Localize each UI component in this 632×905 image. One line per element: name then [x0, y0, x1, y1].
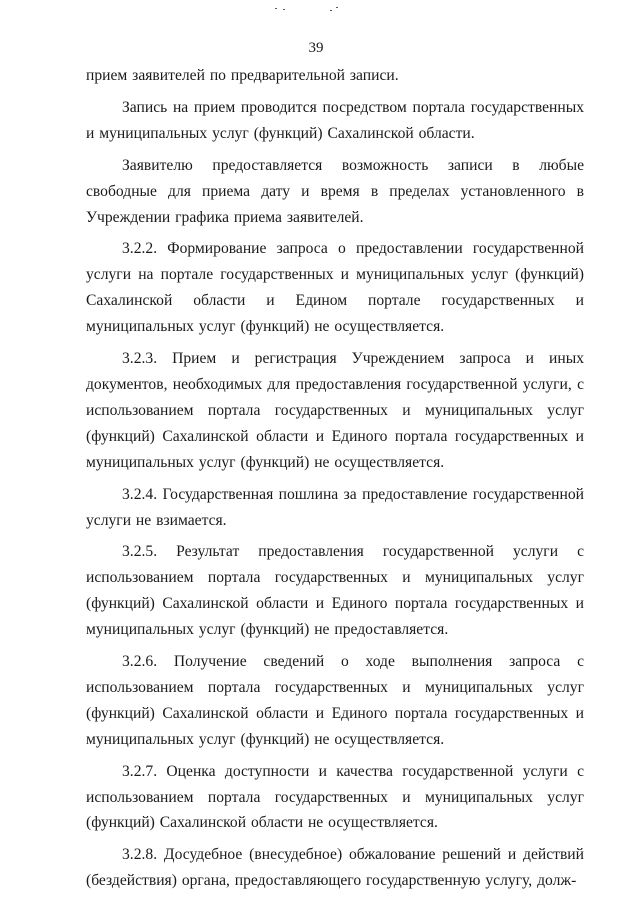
paragraph: прием заявителей по предварительной записи.	[86, 67, 399, 84]
paragraph-3-2-6: 3.2.6. Получение сведений о ходе выполнения запроса с использованием портала государственных и муниципальных услуг (функций) Сахалинской области и Единого портала государственных и муниципальных услуг (функций) не осуществляется.	[86, 653, 584, 748]
paragraph: Запись на прием проводится посредством портала государственных и муниципальных услуг (функций) Сахалинской области.	[86, 98, 584, 142]
paragraph-3-2-7: 3.2.7. Оценка доступности и качества государственной услуги с использованием портала государственных и муниципальных услуг (функций) Сахалинской области не осуществляется.	[86, 762, 584, 832]
paragraph-3-2-2: 3.2.2. Формирование запроса о предоставлении государственной услуги на портале государственных и муниципальных услуг (функций) Сахалинской области и Едином портале государственных и муниципальных услуг (функций) не осуществляется.	[86, 240, 584, 336]
paragraph-3-2-5: 3.2.5. Результат предоставления государственной услуги с использованием портала государственных и муниципальных услуг (функций) Сахалинской области и Единого портала государственных и муниципальных услуг (функций) не предоставляется.	[86, 543, 584, 639]
scan-speck	[283, 9, 285, 10]
scan-speck	[330, 10, 332, 11]
page-number: 39	[308, 40, 324, 56]
paragraph-3-2-4: 3.2.4. Государственная пошлина за предоставление государственной услуги не взимается.	[86, 485, 584, 529]
body-text	[86, 63, 584, 900]
scan-speck	[275, 8, 277, 9]
scan-speck	[336, 7, 338, 8]
paragraph: Заявителю предоставляется возможность записи в любые свободные для приема дату и время в пределах установленного в Учреждении графика приема заявителей.	[86, 156, 584, 226]
paragraph-3-2-8: 3.2.8. Досудебное (внесудебное) обжалование решений и действий (бездействия) органа, предоставляющего государственную услугу, долж-	[86, 846, 584, 890]
paragraph-3-2-3: 3.2.3. Прием и регистрация Учреждением запроса и иных документов, необходимых для предоставления государственной услуги, с использованием портала государственных и муниципальных услуг (функций) Сахалинской области и Единого портала государственных и муниципальных услуг (функций) не осуществляется.	[86, 350, 584, 471]
